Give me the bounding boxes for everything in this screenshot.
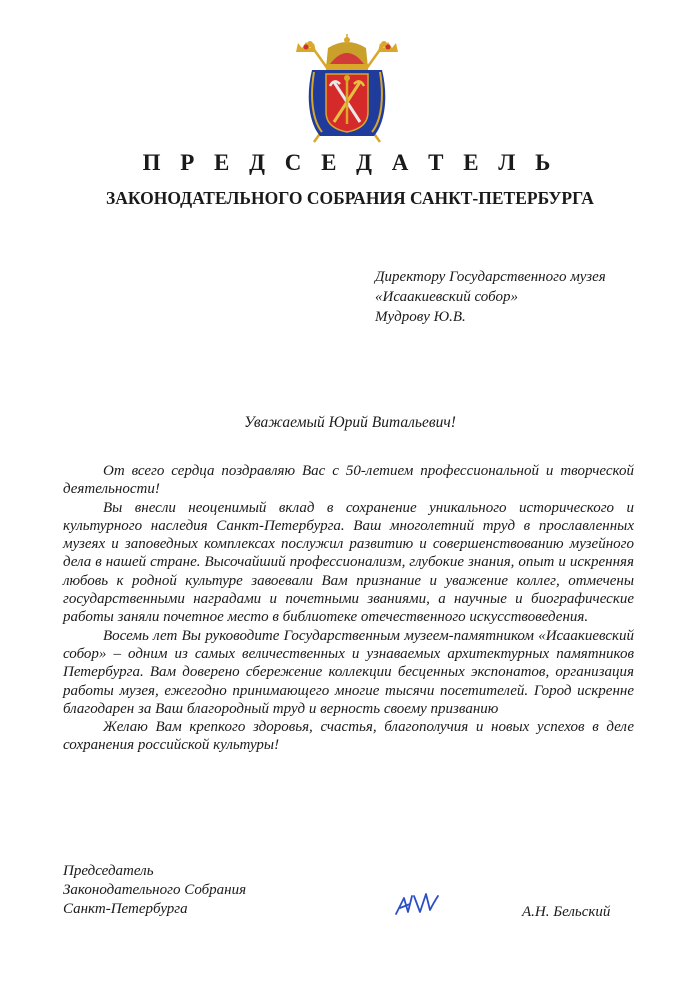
signer-name: А.Н. Бельский: [522, 904, 611, 920]
addressee-line-2: «Исаакиевский собор»: [375, 289, 518, 305]
letter-body: [63, 462, 634, 755]
signer-title-line-1: Председатель: [63, 863, 154, 879]
coat-of-arms-icon: [292, 34, 402, 146]
signer-title-line-2: Законодательного Собрания: [63, 882, 247, 898]
letter-title: П Р Е Д С Е Д А Т Е Л Ь: [142, 150, 558, 175]
body-paragraph-4: Желаю Вам крепкого здоровья, счастья, благополучия и новых успехов в деле сохранения российской культуры!: [63, 719, 634, 754]
addressee-block: [375, 267, 675, 327]
addressee-line-1: Директору Государственного музея: [375, 269, 606, 285]
body-paragraph-3: Восемь лет Вы руководите Государственным музеем-памятником «Исаакиевский собор» – одним из самых величественных и узнаваемых архитектурных памятников Петербурга. Вам доверено сбережение коллекции бесценных экспонатов, организация работы музея, ежегодно принимающего многие тысячи посетителей. Город искренне благодарен за Ваш благородный труд и верность своему призванию: [63, 627, 634, 717]
addressee-line-3: Мудрову Ю.В.: [375, 309, 466, 325]
body-paragraph-1: От всего сердца поздравляю Вас с 50-летием профессиональной и творческой деятельности!: [63, 463, 634, 498]
signer-title-block: [63, 862, 313, 919]
body-paragraph-2: Вы внесли неоценимый вклад в сохранение уникального исторического и культурного наследия Санкт-Петербурга. Ваш многолетний труд в прославленных музеях и заповедных комплексах послужил развитию и совершенствованию музейного дела в нашей стране. Высочайший профессионализм, глубокие знания, опыт и искренняя любовь к родной культуре завоевали Вам признание и уважение коллег, отмечены государственными наградами и почетными званиями, а научные и биографические работы заняли почетное место в библиотеке отечественного искусствоведения.: [63, 499, 634, 626]
signature-icon: [392, 888, 440, 920]
salutation: Уважаемый Юрий Витальевич!: [244, 414, 456, 431]
signer-title-line-3: Санкт-Петербурга: [63, 901, 188, 917]
letter-subtitle: ЗАКОНОДАТЕЛЬНОГО СОБРАНИЯ САНКТ-ПЕТЕРБУРГА: [106, 188, 594, 208]
